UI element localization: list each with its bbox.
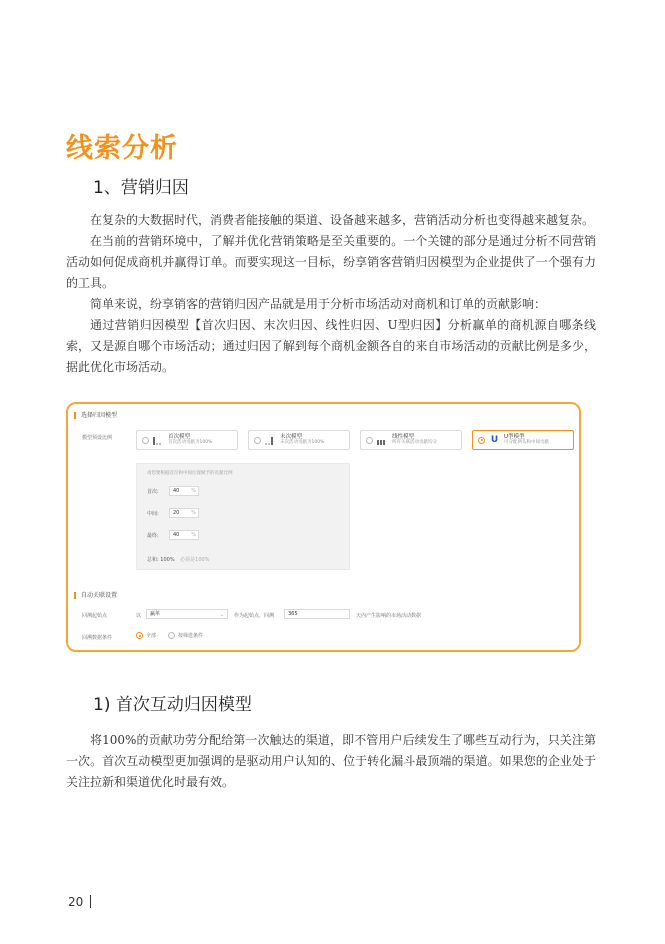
radio-icon bbox=[142, 437, 149, 444]
weight-label-last: 最终: bbox=[147, 533, 159, 539]
paragraph: 在复杂的大数据时代，消费者能接触的渠道、设备越来越多，营销活动分析也变得越来越复杂。 bbox=[90, 213, 595, 227]
backtrack-start-select[interactable] bbox=[146, 609, 228, 619]
model-desc: 末次活动贡献为100% bbox=[280, 440, 325, 445]
backtrack-start-label: 回溯起始点 bbox=[82, 613, 108, 619]
weight-unit: % bbox=[191, 488, 196, 494]
weight-input-last[interactable] bbox=[169, 530, 199, 540]
radio-selected-icon bbox=[478, 437, 485, 444]
weight-unit: % bbox=[191, 532, 196, 538]
radio-selected-icon bbox=[136, 632, 143, 639]
model-desc: 首次活动贡献为100% bbox=[168, 440, 213, 445]
backtrack-suffix: 天内产生影响的市场活动数据 bbox=[356, 613, 422, 619]
model-name: U型模型 bbox=[504, 434, 525, 440]
u-shape-icon: U bbox=[490, 434, 499, 445]
model-name: 线性模型 bbox=[392, 434, 415, 440]
weight-value: 20 bbox=[173, 510, 180, 516]
model-name: 首次模型 bbox=[168, 434, 191, 440]
last-touch-bars-icon bbox=[265, 436, 276, 445]
weight-hint: 请您要根据首位和中间位置赋予的贡献比例 bbox=[147, 471, 233, 476]
weight-value: 40 bbox=[173, 532, 180, 538]
model-desc: 可分配两头和中间贡献 bbox=[504, 440, 549, 445]
weight-settings-panel bbox=[136, 463, 350, 570]
condition-option-all[interactable] bbox=[136, 632, 156, 639]
weight-input-first[interactable] bbox=[169, 486, 199, 496]
model-name: 末次模型 bbox=[280, 434, 303, 440]
weight-label-first: 首次: bbox=[147, 489, 159, 495]
chevron-down-icon: ⌄ bbox=[219, 612, 224, 618]
page-number-divider bbox=[90, 895, 91, 908]
total-label: 总和: bbox=[147, 557, 159, 563]
paragraph: 在当前的营销环境中，了解并优化营销策略是至关重要的。一个关键的部分是通过分析不同营销活动如何促成商机并赢得订单。而要实现这一目标，纷享销客营销归因模型为企业提供了一个强有力的工具。 bbox=[66, 234, 596, 290]
option-label: 按筛选条件 bbox=[178, 633, 204, 639]
backtrack-days-input[interactable]: 365 bbox=[284, 609, 350, 619]
linear-bars-icon bbox=[377, 436, 388, 445]
model-option-u-shape[interactable] bbox=[472, 430, 574, 450]
section-title-marketing-attribution: 1、营销归因 bbox=[93, 178, 189, 198]
paragraph: 将100%的贡献功劳分配给第一次触达的渠道，即不管用户后续发生了哪些互动行为，只关注第一次。首次互动模型更加强调的是驱动用户认知的、位于转化漏斗最顶端的渠道。如果您的企业处于关注拉新和渠道优化时最有效。 bbox=[66, 733, 596, 789]
weight-label-middle: 中间: bbox=[147, 511, 159, 517]
select-value: 赢单 bbox=[150, 611, 161, 617]
paragraph: 简单来说，纷享销客的营销归因产品就是用于分析市场活动对商机和订单的贡献影响： bbox=[90, 297, 547, 311]
page-number: 20 bbox=[68, 895, 84, 909]
backtrack-condition-label: 回溯数据条件 bbox=[82, 635, 113, 641]
select-model-section-label: 选择归因模型 bbox=[74, 412, 117, 419]
section2-body bbox=[66, 730, 596, 793]
first-touch-bars-icon bbox=[153, 436, 164, 445]
radio-icon bbox=[254, 437, 261, 444]
model-option-first-touch[interactable] bbox=[136, 430, 238, 450]
model-preset-label: 模型预设比例 bbox=[82, 435, 113, 441]
section-title-first-touch-model: 1) 首次互动归因模型 bbox=[93, 695, 252, 715]
model-option-linear[interactable] bbox=[360, 430, 462, 450]
condition-option-filter[interactable] bbox=[168, 632, 203, 639]
attribution-settings-screenshot bbox=[66, 402, 581, 652]
weight-value: 40 bbox=[173, 488, 180, 494]
model-desc: 所有关联活动贡献均分 bbox=[392, 440, 437, 445]
page-heading: 线索分析 bbox=[66, 133, 178, 164]
weight-unit: % bbox=[191, 510, 196, 516]
section1-body bbox=[66, 210, 596, 378]
radio-icon bbox=[168, 632, 175, 639]
paragraph: 通过营销归因模型【首次归因、末次归因、线性归因、U型归因】分析赢单的商机源自哪条线索，又是源自哪个市场活动；通过归因了解到每个商机金额各自的来自市场活动的贡献比例是多少，据此优化市场活动。 bbox=[66, 318, 596, 374]
weight-input-middle[interactable] bbox=[169, 508, 199, 518]
model-option-last-touch[interactable] bbox=[248, 430, 350, 450]
total-value: 100% bbox=[160, 557, 175, 563]
auto-link-section-label: 自动关联设置 bbox=[74, 592, 117, 599]
option-label: 全部 bbox=[146, 633, 157, 639]
backtrack-prefix: 以 bbox=[136, 613, 142, 619]
total-note: 必须是100% bbox=[180, 557, 210, 563]
weight-total bbox=[147, 556, 209, 563]
radio-icon bbox=[366, 437, 373, 444]
backtrack-mid-text: 作为起始点，回溯 bbox=[234, 613, 275, 619]
